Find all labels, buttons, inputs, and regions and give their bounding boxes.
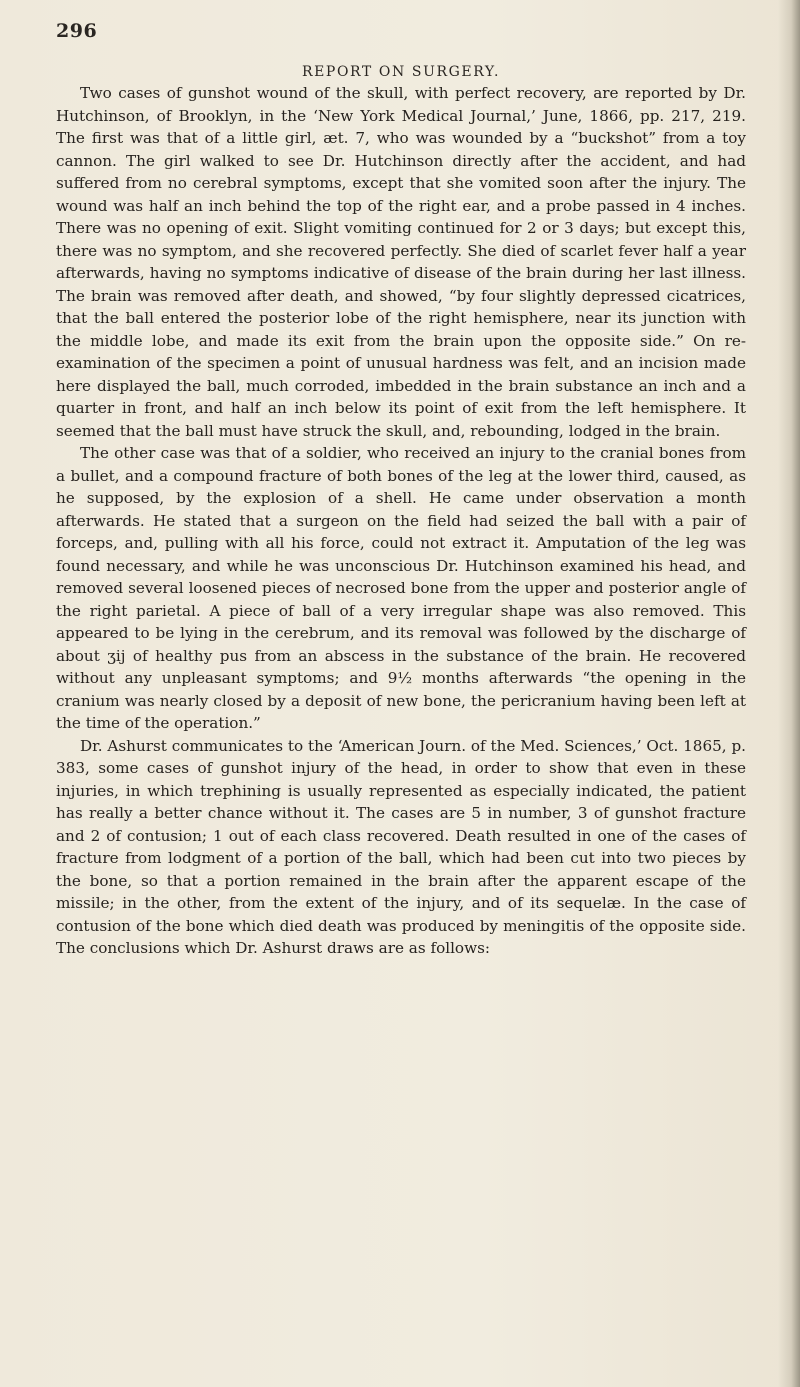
paragraph-second-case: The other case was that of a soldier, who received an injury to the cranial bones from a bullet, and a compound fracture of both bones of the leg at the lower third, caused, as he supposed, by the explosion of a shell. He came under observation a month afterwards. He stated that a surgeon on the field had seized the ball with a pair of forceps, and, pulling with all his force, could not extract it. Amputation of the leg was found necessary, and while he was unconscious Dr. Hutchinson examined his head, and removed several loosened pieces of necrosed bone from the upper and posterior angle of the right parietal. A piece of ball of a very irregular shape was also removed. This appeared to be lying in the cerebrum, and its removal was followed by the discharge of about ʒij of healthy pus from an abscess in the substance of the brain. He recovered without any unpleasant symptoms; and 9½ months afterwards “the opening in the cranium was nearly closed by a deposit of new bone, the pericranium having been left at the time of the operation.”	[56, 444, 746, 732]
page-edge-shadow	[778, 0, 800, 1387]
page-header	[56, 20, 746, 80]
paragraph-ashurst: Dr. Ashurst communicates to the ‘American Journ. of the Med. Sciences,’ Oct. 1865, p. 383, some cases of gunshot injury of the head, in order to show that even in these injuries, in which trephining is usually represented as especially indicated, the patient has really a better chance without it. The cases are 5 in number, 3 of gunshot fracture and 2 of contusion; 1 out of each class recovered. Death resulted in one of the cases of fracture from lodgment of a portion of the ball, which had been cut into two pieces by the bone, so that a portion remained in the brain after the apparent escape of the missile; in the other, from the extent of the injury, and of its sequelæ. In the case of contusion of the bone which died death was produced by meningitis of the opposite side. The conclusions which Dr. Ashurst draws are as follows:	[56, 736, 746, 957]
running-head: REPORT ON SURGERY.	[301, 64, 501, 80]
body-text	[56, 82, 746, 960]
page-number: 296	[56, 20, 98, 42]
paragraph-first-case: Two cases of gunshot wound of the skull, with perfect recovery, are reported by Dr. Hutchinson, of Brooklyn, in the ‘New York Medical Journal,’ June, 1866, pp. 217, 219. The first was that of a little girl, æt. 7, who was wounded by a “buckshot” from a toy cannon. The girl walked to see Dr. Hutchinson directly after the accident, and had suffered from no cerebral symptoms, except that she vomited soon after the injury. The wound was half an inch behind the top of the right ear, and a probe passed in 4 inches. There was no opening of exit. Slight vomiting continued for 2 or 3 days; but except this, there was no symptom, and she recovered perfectly. She died of scarlet fever half a year afterwards, having no symptoms indicative of disease of the brain during her last illness. The brain was removed after death, and showed, “by four slightly depressed cicatrices, that the ball entered the posterior lobe of the right hemisphere, near its junction with the middle lobe, and made its exit from the brain upon the opposite side.” On re-examination of the specimen a point of unusual hardness was felt, and an incision made here displayed the ball, much corroded, imbedded in the brain substance an inch and a quarter in front, and half an inch below its point of exit from the left hemisphere. It seemed that the ball must have struck the skull, and, rebounding, lodged in the brain.	[56, 84, 746, 440]
